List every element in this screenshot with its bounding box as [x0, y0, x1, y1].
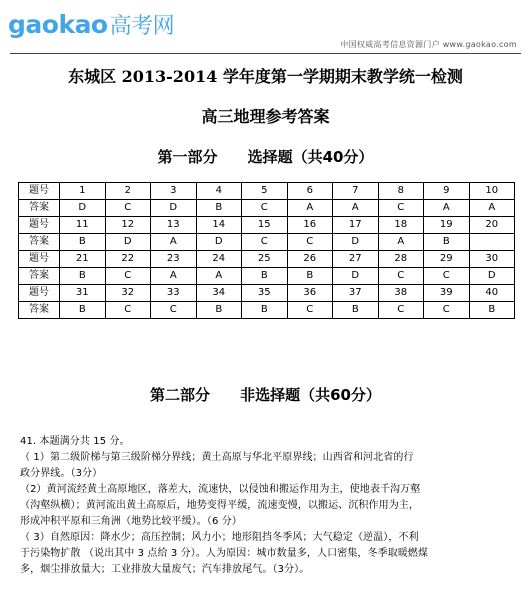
- table-cell: 35: [242, 285, 288, 302]
- table-cell: D: [105, 234, 151, 251]
- table-cell: 18: [378, 217, 424, 234]
- table-cell: A: [378, 234, 424, 251]
- table-cell: 36: [287, 285, 333, 302]
- table-cell: C: [424, 302, 470, 319]
- answer-line: （沟壑纵横）；黄河流出黄土高原后，地势变得平缓，流速变慢，以搬运、沉积作用为主，: [20, 500, 419, 511]
- table-cell: 33: [151, 285, 197, 302]
- table-row: [19, 285, 515, 302]
- table-cell: B: [60, 302, 106, 319]
- table-cell: C: [287, 302, 333, 319]
- row-label-cell: 答案: [19, 234, 60, 251]
- table-cell: A: [469, 200, 515, 217]
- answer-line: 于污染物扩散 （说出其中 3 点给 3 分）。人为原因：城市数量多，人口密集，冬季取暖燃煤: [20, 548, 429, 559]
- answer-line: 政分界线。（3分）: [20, 468, 103, 479]
- part1-name: 第一部分: [157, 148, 218, 166]
- table-cell: 10: [469, 183, 515, 200]
- table-cell: A: [151, 268, 197, 285]
- logo-latin-text: gaokao: [8, 10, 108, 39]
- table-cell: 26: [287, 251, 333, 268]
- header-subtitle: 中国权威高考信息资源门户 www.gaokao.com: [340, 40, 517, 49]
- table-cell: 23: [151, 251, 197, 268]
- table-cell: C: [151, 302, 197, 319]
- table-row: [19, 268, 515, 285]
- table-cell: 25: [242, 251, 288, 268]
- part1-heading: [0, 146, 531, 167]
- row-label-cell: 答案: [19, 200, 60, 217]
- table-cell: C: [105, 268, 151, 285]
- table-cell: D: [151, 200, 197, 217]
- answer-line: （ 1）第二级阶梯与第三级阶梯分界线；黄土高原与华北平原界线；山西省和河北省的行: [20, 452, 414, 463]
- table-cell: 24: [196, 251, 242, 268]
- document-title: 东城区 2013-2014 学年度第一学期期末教学统一检测: [68, 67, 463, 86]
- table-cell: 1: [60, 183, 106, 200]
- part2-name: 第二部分: [150, 386, 211, 404]
- table-cell: D: [60, 200, 106, 217]
- table-cell: A: [287, 200, 333, 217]
- table-row: [19, 302, 515, 319]
- table-cell: C: [378, 200, 424, 217]
- table-cell: C: [105, 302, 151, 319]
- table-cell: 34: [196, 285, 242, 302]
- table-row: [19, 217, 515, 234]
- table-cell: 14: [196, 217, 242, 234]
- table-row: [19, 234, 515, 251]
- row-label-cell: 答案: [19, 268, 60, 285]
- table-cell: B: [60, 268, 106, 285]
- table-cell: 39: [424, 285, 470, 302]
- answer-line: 形成冲积平原和三角洲（地势比较平缓）。（6 分）: [20, 516, 242, 527]
- table-cell: C: [105, 200, 151, 217]
- table-cell: 20: [469, 217, 515, 234]
- answer-line: 41. 本题满分共 15 分。: [20, 436, 130, 447]
- table-cell: B: [60, 234, 106, 251]
- table-cell: B: [242, 268, 288, 285]
- table-cell: A: [333, 200, 379, 217]
- table-cell: 8: [378, 183, 424, 200]
- table-cell: B: [333, 302, 379, 319]
- table-cell: 13: [151, 217, 197, 234]
- table-cell: D: [196, 234, 242, 251]
- table-cell: 19: [424, 217, 470, 234]
- row-label-cell: 题号: [19, 183, 60, 200]
- table-cell: C: [242, 200, 288, 217]
- table-cell: D: [333, 268, 379, 285]
- question-41-answer: [20, 434, 516, 578]
- table-cell: 7: [333, 183, 379, 200]
- table-cell: 12: [105, 217, 151, 234]
- part2-heading: [0, 384, 531, 405]
- answer-table: [18, 182, 515, 319]
- table-cell: 3: [151, 183, 197, 200]
- table-cell: 5: [242, 183, 288, 200]
- table-cell: 37: [333, 285, 379, 302]
- table-cell: B: [196, 200, 242, 217]
- table-cell: C: [287, 234, 333, 251]
- row-label-cell: 题号: [19, 217, 60, 234]
- answer-line: （2）黄河流经黄土高原地区，落差大，流速快，以侵蚀和搬运作用为主，使地表千沟万壑: [20, 484, 421, 495]
- table-row: [19, 200, 515, 217]
- table-cell: C: [378, 268, 424, 285]
- table-cell: A: [196, 268, 242, 285]
- table-cell: 16: [287, 217, 333, 234]
- table-cell: A: [424, 200, 470, 217]
- table-cell: 21: [60, 251, 106, 268]
- table-cell: 22: [105, 251, 151, 268]
- table-cell: 30: [469, 251, 515, 268]
- table-cell: 4: [196, 183, 242, 200]
- table-cell: A: [151, 234, 197, 251]
- table-cell: D: [333, 234, 379, 251]
- table-cell: 38: [378, 285, 424, 302]
- table-cell: 9: [424, 183, 470, 200]
- table-cell: 17: [333, 217, 379, 234]
- answer-line: （ 3）自然原因：降水少；高压控制；风力小；地形阻挡冬季风；大气稳定（逆温），不利: [20, 532, 419, 543]
- row-label-cell: 题号: [19, 285, 60, 302]
- table-cell: B: [469, 302, 515, 319]
- table-cell: 27: [333, 251, 379, 268]
- table-cell: [469, 234, 515, 251]
- table-cell: B: [424, 234, 470, 251]
- table-row: [19, 183, 515, 200]
- table-cell: 31: [60, 285, 106, 302]
- table-cell: 2: [105, 183, 151, 200]
- answer-line: 多，烟尘排放量大；工业排放大量废气；汽车排放尾气。（3分）。: [20, 564, 310, 575]
- table-cell: 40: [469, 285, 515, 302]
- table-cell: 11: [60, 217, 106, 234]
- row-label-cell: 答案: [19, 302, 60, 319]
- table-cell: 15: [242, 217, 288, 234]
- table-cell: B: [242, 302, 288, 319]
- page-header: [0, 0, 531, 54]
- row-label-cell: 题号: [19, 251, 60, 268]
- table-cell: 32: [105, 285, 151, 302]
- table-cell: B: [287, 268, 333, 285]
- table-cell: 6: [287, 183, 333, 200]
- header-divider: [10, 53, 521, 54]
- table-cell: 28: [378, 251, 424, 268]
- table-cell: C: [424, 268, 470, 285]
- table-cell: C: [378, 302, 424, 319]
- logo-cn-text: 高考网: [109, 14, 175, 39]
- table-cell: 29: [424, 251, 470, 268]
- table-cell: B: [196, 302, 242, 319]
- table-row: [19, 251, 515, 268]
- part1-desc: 选择题（共40分）: [247, 148, 374, 166]
- table-cell: D: [469, 268, 515, 285]
- gaokao-logo[interactable]: [8, 10, 174, 42]
- document-subtitle: 高三地理参考答案: [201, 107, 330, 126]
- part2-desc: 非选择题（共60分）: [240, 386, 381, 404]
- table-cell: C: [242, 234, 288, 251]
